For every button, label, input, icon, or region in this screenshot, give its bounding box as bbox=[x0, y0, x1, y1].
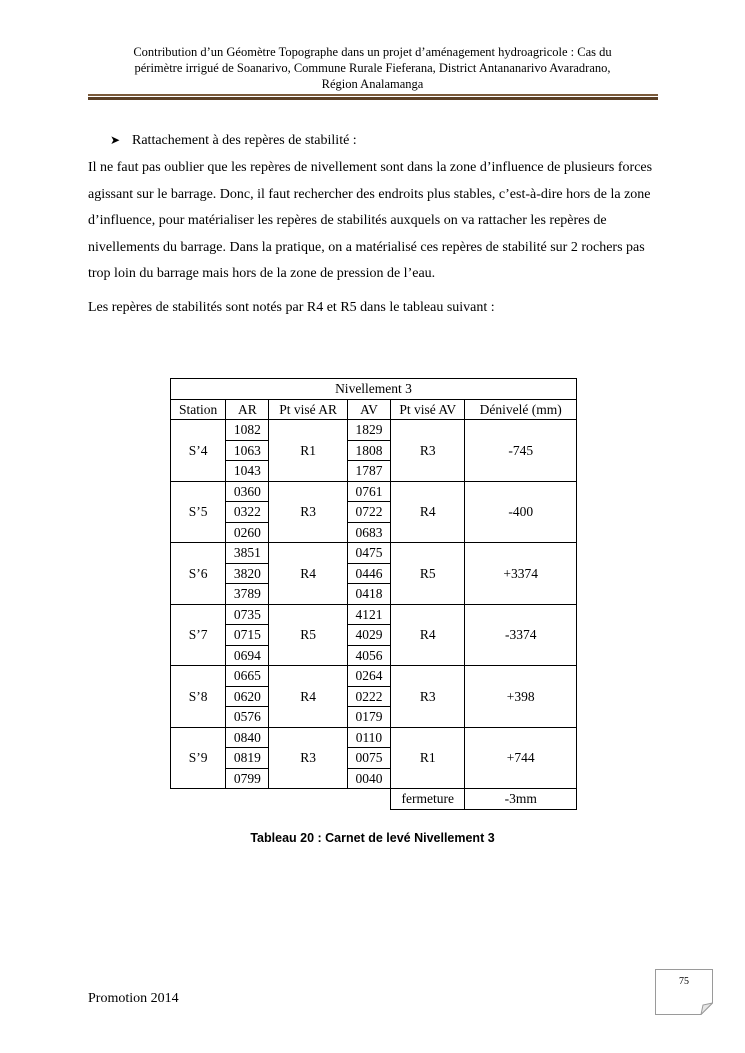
ar-reading-cell: 3789 bbox=[226, 584, 269, 605]
denivele-cell: +398 bbox=[465, 666, 577, 728]
ar-reading-cell: 3851 bbox=[226, 543, 269, 564]
empty-cell bbox=[171, 789, 226, 810]
pt-vise-av-cell: R3 bbox=[391, 666, 465, 728]
station-cell: S’8 bbox=[171, 666, 226, 728]
av-reading-cell: 0110 bbox=[347, 727, 390, 748]
av-reading-cell: 0040 bbox=[347, 768, 390, 789]
av-reading-cell: 0264 bbox=[347, 666, 390, 687]
header-station: Station bbox=[171, 399, 226, 420]
av-reading-cell: 0179 bbox=[347, 707, 390, 728]
header-pt-vise-av: Pt visé AV bbox=[391, 399, 465, 420]
header-line-2: périmètre irrigué de Soanarivo, Commune Rurale Fieferana, District Antananarivo Avaradrano, bbox=[134, 61, 611, 75]
av-reading-cell: 0222 bbox=[347, 686, 390, 707]
station-cell: S’7 bbox=[171, 604, 226, 666]
pt-vise-ar-cell: R1 bbox=[269, 420, 347, 482]
table-header-row bbox=[171, 399, 577, 420]
ar-reading-cell: 0576 bbox=[226, 707, 269, 728]
denivele-cell: +3374 bbox=[465, 543, 577, 605]
empty-cell bbox=[226, 789, 269, 810]
av-reading-cell: 0418 bbox=[347, 584, 390, 605]
av-reading-cell: 0475 bbox=[347, 543, 390, 564]
av-reading-cell: 0446 bbox=[347, 563, 390, 584]
ar-reading-cell: 0694 bbox=[226, 645, 269, 666]
ar-reading-cell: 1043 bbox=[226, 461, 269, 482]
table-row bbox=[171, 604, 577, 625]
ar-reading-cell: 0735 bbox=[226, 604, 269, 625]
footer-promotion: Promotion 2014 bbox=[88, 991, 179, 1006]
ar-reading-cell: 0819 bbox=[226, 748, 269, 769]
ar-reading-cell: 0360 bbox=[226, 481, 269, 502]
pt-vise-ar-cell: R5 bbox=[269, 604, 347, 666]
header-line-1: Contribution d’un Géomètre Topographe dans un projet d’aménagement hydroagricole : Cas du bbox=[133, 45, 612, 59]
table-title: Nivellement 3 bbox=[171, 379, 577, 400]
page-number: 75 bbox=[679, 976, 689, 987]
header-ar: AR bbox=[226, 399, 269, 420]
station-cell: S’6 bbox=[171, 543, 226, 605]
pt-vise-av-cell: R4 bbox=[391, 604, 465, 666]
denivele-cell: -745 bbox=[465, 420, 577, 482]
header-pt-vise-ar: Pt visé AR bbox=[269, 399, 347, 420]
ar-reading-cell: 0665 bbox=[226, 666, 269, 687]
header-av: AV bbox=[347, 399, 390, 420]
pt-vise-ar-cell: R3 bbox=[269, 481, 347, 543]
denivele-cell: +744 bbox=[465, 727, 577, 789]
table-row bbox=[171, 727, 577, 748]
pt-vise-av-cell: R3 bbox=[391, 420, 465, 482]
pt-vise-av-cell: R1 bbox=[391, 727, 465, 789]
table-caption: Tableau 20 : Carnet de levé Nivellement 3 bbox=[250, 831, 495, 845]
ar-reading-cell: 0260 bbox=[226, 522, 269, 543]
pt-vise-av-cell: R4 bbox=[391, 481, 465, 543]
leveling-table bbox=[170, 378, 577, 810]
ar-reading-cell: 0322 bbox=[226, 502, 269, 523]
table-row bbox=[171, 481, 577, 502]
ar-reading-cell: 1082 bbox=[226, 420, 269, 441]
page-number-box bbox=[655, 969, 713, 1015]
ar-reading-cell: 0799 bbox=[226, 768, 269, 789]
table-row bbox=[171, 420, 577, 441]
ar-reading-cell: 1063 bbox=[226, 440, 269, 461]
empty-cell bbox=[347, 789, 390, 810]
bullet-text: Rattachement à des repères de stabilité : bbox=[132, 133, 357, 148]
ar-reading-cell: 0620 bbox=[226, 686, 269, 707]
av-reading-cell: 1808 bbox=[347, 440, 390, 461]
av-reading-cell: 0075 bbox=[347, 748, 390, 769]
table-intro-paragraph: Les repères de stabilités sont notés par R4 et R5 dans le tableau suivant : bbox=[88, 300, 495, 315]
av-reading-cell: 4029 bbox=[347, 625, 390, 646]
page-header bbox=[95, 44, 650, 92]
arrow-bullet-icon: ➤ bbox=[110, 133, 121, 147]
closure-label: fermeture bbox=[391, 789, 465, 810]
station-cell: S’4 bbox=[171, 420, 226, 482]
av-reading-cell: 1829 bbox=[347, 420, 390, 441]
pt-vise-ar-cell: R4 bbox=[269, 543, 347, 605]
table-row bbox=[171, 666, 577, 687]
ar-reading-cell: 0840 bbox=[226, 727, 269, 748]
body-paragraph: Il ne faut pas oublier que les repères de nivellement sont dans la zone d’influence de plusieurs forces agissant sur le barrage. Donc, il faut rechercher des endroits plus stables, c’est-à-dire hors de la zone d’influence, pour matérialiser les repères de stabilités auxquels on va rattacher les repères de nivellements du barrage. Dans la pratique, on a matérialisé ces repères de stabilité sur 2 rochers pas trop loin du barrage mais hors de la zone de pression de l’eau. bbox=[88, 160, 653, 281]
header-denivele: Dénivelé (mm) bbox=[465, 399, 577, 420]
ar-reading-cell: 0715 bbox=[226, 625, 269, 646]
pt-vise-ar-cell: R3 bbox=[269, 727, 347, 789]
station-cell: S’9 bbox=[171, 727, 226, 789]
denivele-cell: -3374 bbox=[465, 604, 577, 666]
ar-reading-cell: 3820 bbox=[226, 563, 269, 584]
header-rule-thick bbox=[88, 97, 658, 100]
table-row bbox=[171, 543, 577, 564]
header-line-3: Région Analamanga bbox=[321, 77, 424, 91]
denivele-cell: -400 bbox=[465, 481, 577, 543]
av-reading-cell: 0683 bbox=[347, 522, 390, 543]
pt-vise-av-cell: R5 bbox=[391, 543, 465, 605]
closure-row bbox=[171, 789, 577, 810]
av-reading-cell: 1787 bbox=[347, 461, 390, 482]
closure-value: -3mm bbox=[465, 789, 577, 810]
av-reading-cell: 0761 bbox=[347, 481, 390, 502]
empty-cell bbox=[269, 789, 347, 810]
pt-vise-ar-cell: R4 bbox=[269, 666, 347, 728]
section-bullet bbox=[110, 133, 357, 149]
av-reading-cell: 4056 bbox=[347, 645, 390, 666]
av-reading-cell: 4121 bbox=[347, 604, 390, 625]
av-reading-cell: 0722 bbox=[347, 502, 390, 523]
station-cell: S’5 bbox=[171, 481, 226, 543]
header-rule-thin bbox=[88, 94, 658, 96]
